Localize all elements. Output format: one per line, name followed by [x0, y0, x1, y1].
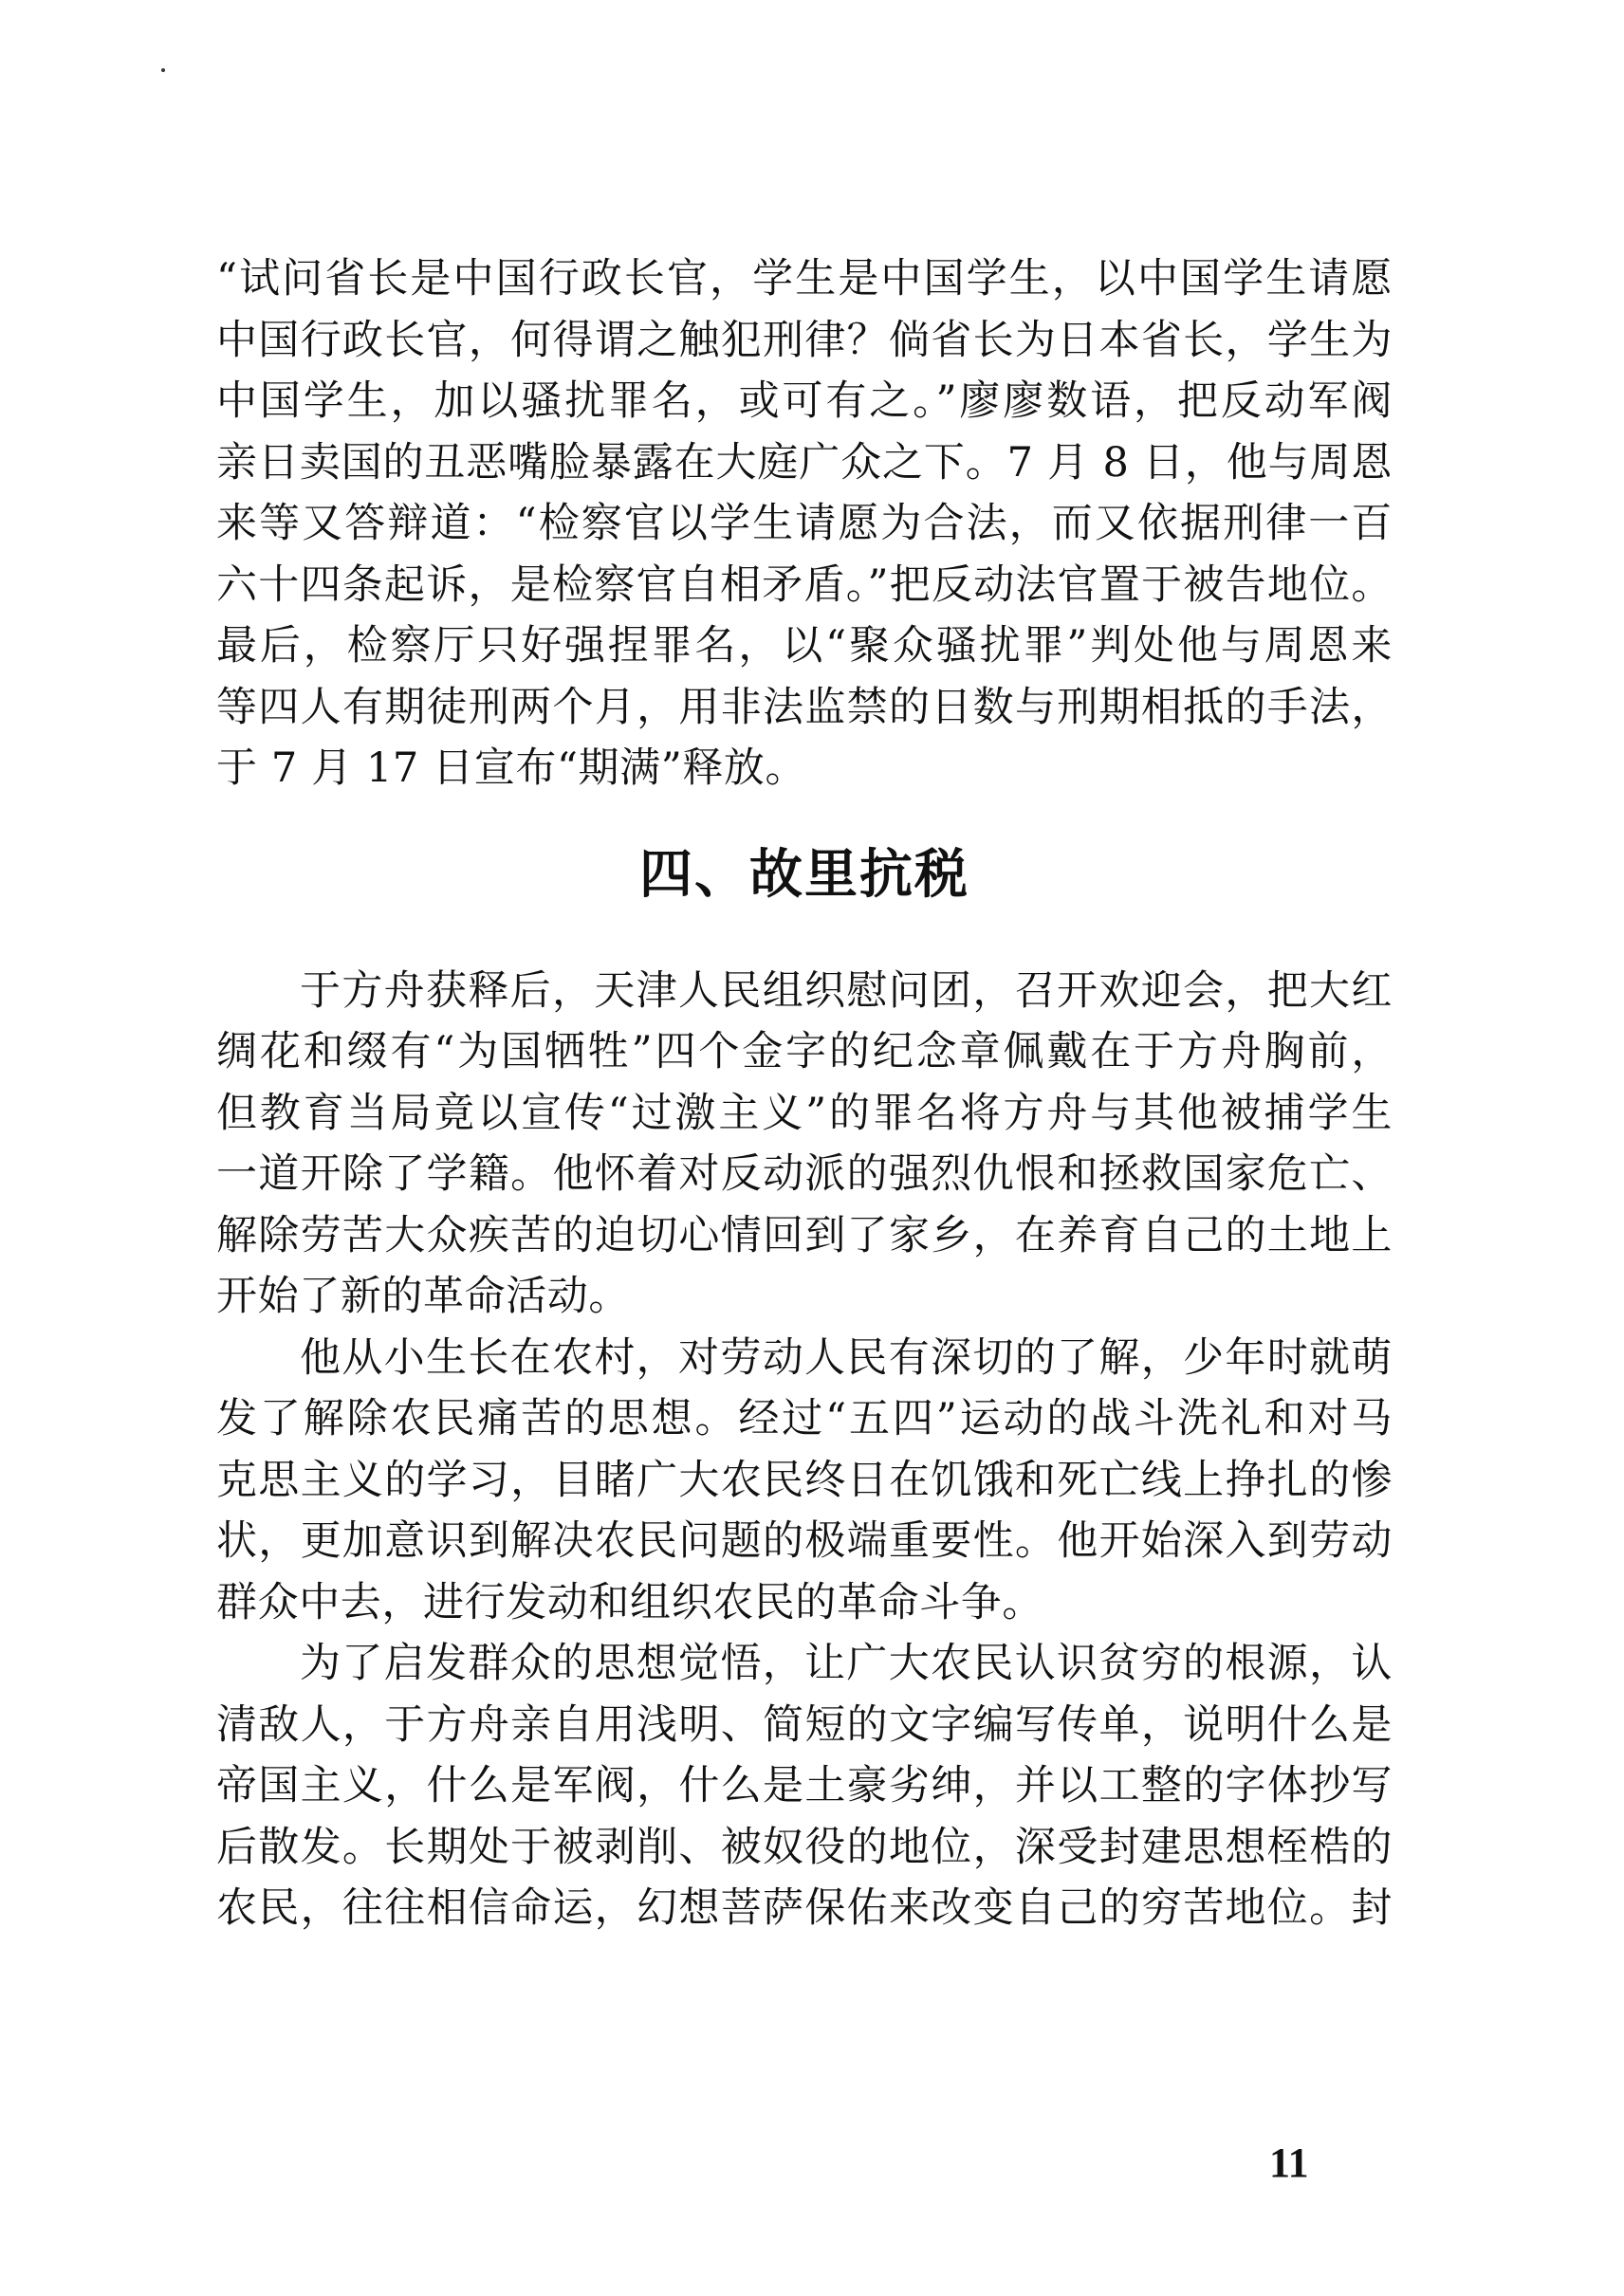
text-line: 开始了新的革命活动。: [216, 1273, 630, 1320]
text-line: 发了解除农民痛苦的思想。经过“五四”运动的战斗洗礼和对马: [216, 1395, 1393, 1442]
text-line: 帝国主义，什么是军阀，什么是土豪劣绅，并以工整的字体抄写: [216, 1762, 1393, 1809]
text-line: 来等又答辩道：“检察官以学生请愿为合法，而又依据刑律一百: [216, 500, 1393, 547]
paragraph-2: [216, 961, 1393, 1328]
text-line: 绸花和缀有“为国牺牲”四个金字的纪念章佩戴在于方舟胸前，: [216, 1028, 1393, 1075]
text-line: 克思主义的学习，目睹广大农民终日在饥饿和死亡线上挣扎的惨: [216, 1456, 1393, 1504]
text-line: 于方舟获释后，天津人民组织慰问团，召开欢迎会，把大红: [300, 966, 1393, 1015]
text-line: 为了启发群众的思想觉悟，让广大农民认识贫穷的根源，认: [300, 1640, 1393, 1687]
text-line: 他从小生长在农村，对劳动人民有深切的了解，少年时就萌: [300, 1333, 1393, 1382]
text-line: 中国行政长官，何得谓之触犯刑律？倘省长为日本省长，学生为: [216, 316, 1393, 364]
section-title: 四、故里抗税: [639, 843, 969, 906]
page-content: [216, 248, 1393, 1939]
text-line: 解除劳苦大众疾苦的迫切心情回到了家乡，在养育自己的土地上: [216, 1211, 1393, 1259]
text-line: 六十四条起诉，是检察官自相矛盾。”把反动法官置于被告地位。: [216, 560, 1393, 609]
text-line: 于 7 月 17 日宣布“期满”释放。: [216, 744, 807, 792]
paragraph-1: [216, 248, 1393, 799]
page-number: 11: [1269, 2140, 1309, 2186]
text-line: 亲日卖国的丑恶嘴脸暴露在大庭广众之下。7 月 8 日，他与周恩: [216, 438, 1393, 487]
text-line: 状，更加意识到解决农民问题的极端重要性。他开始深入到劳动: [216, 1517, 1393, 1565]
text-line: 中国学生，加以骚扰罪名，或可有之。”廖廖数语，把反动军阀: [216, 377, 1393, 425]
text-line: 但教育当局竟以宣传“过激主义”的罪名将方舟与其他被捕学生: [216, 1089, 1393, 1137]
text-line: 等四人有期徒刑两个月，用非法监禁的日数与刑期相抵的手法，: [216, 683, 1393, 731]
text-line: 清敌人，于方舟亲自用浅明、简短的文字编写传单，说明什么是: [216, 1700, 1393, 1749]
text-line: 群众中去，进行发动和组织农民的革命斗争。: [216, 1578, 1043, 1626]
text-line: 最后，检察厅只好强捏罪名，以“聚众骚扰罪”判处他与周恩来: [216, 622, 1393, 670]
text-line: 农民，往往相信命运，幻想菩萨保佑来改变自己的穷苦地位。封: [216, 1884, 1393, 1932]
text-line: 后散发。长期处于被剥削、被奴役的地位，深受封建思想桎梏的: [216, 1823, 1393, 1871]
text-line: “试问省长是中国行政长官，学生是中国学生，以中国学生请愿: [216, 255, 1393, 303]
paragraph-4: [216, 1633, 1393, 1939]
text-line: 一道开除了学籍。他怀着对反动派的强烈仇恨和拯救国家危亡、: [216, 1150, 1393, 1198]
paragraph-3: [216, 1328, 1393, 1634]
scan-speck: [161, 68, 165, 72]
